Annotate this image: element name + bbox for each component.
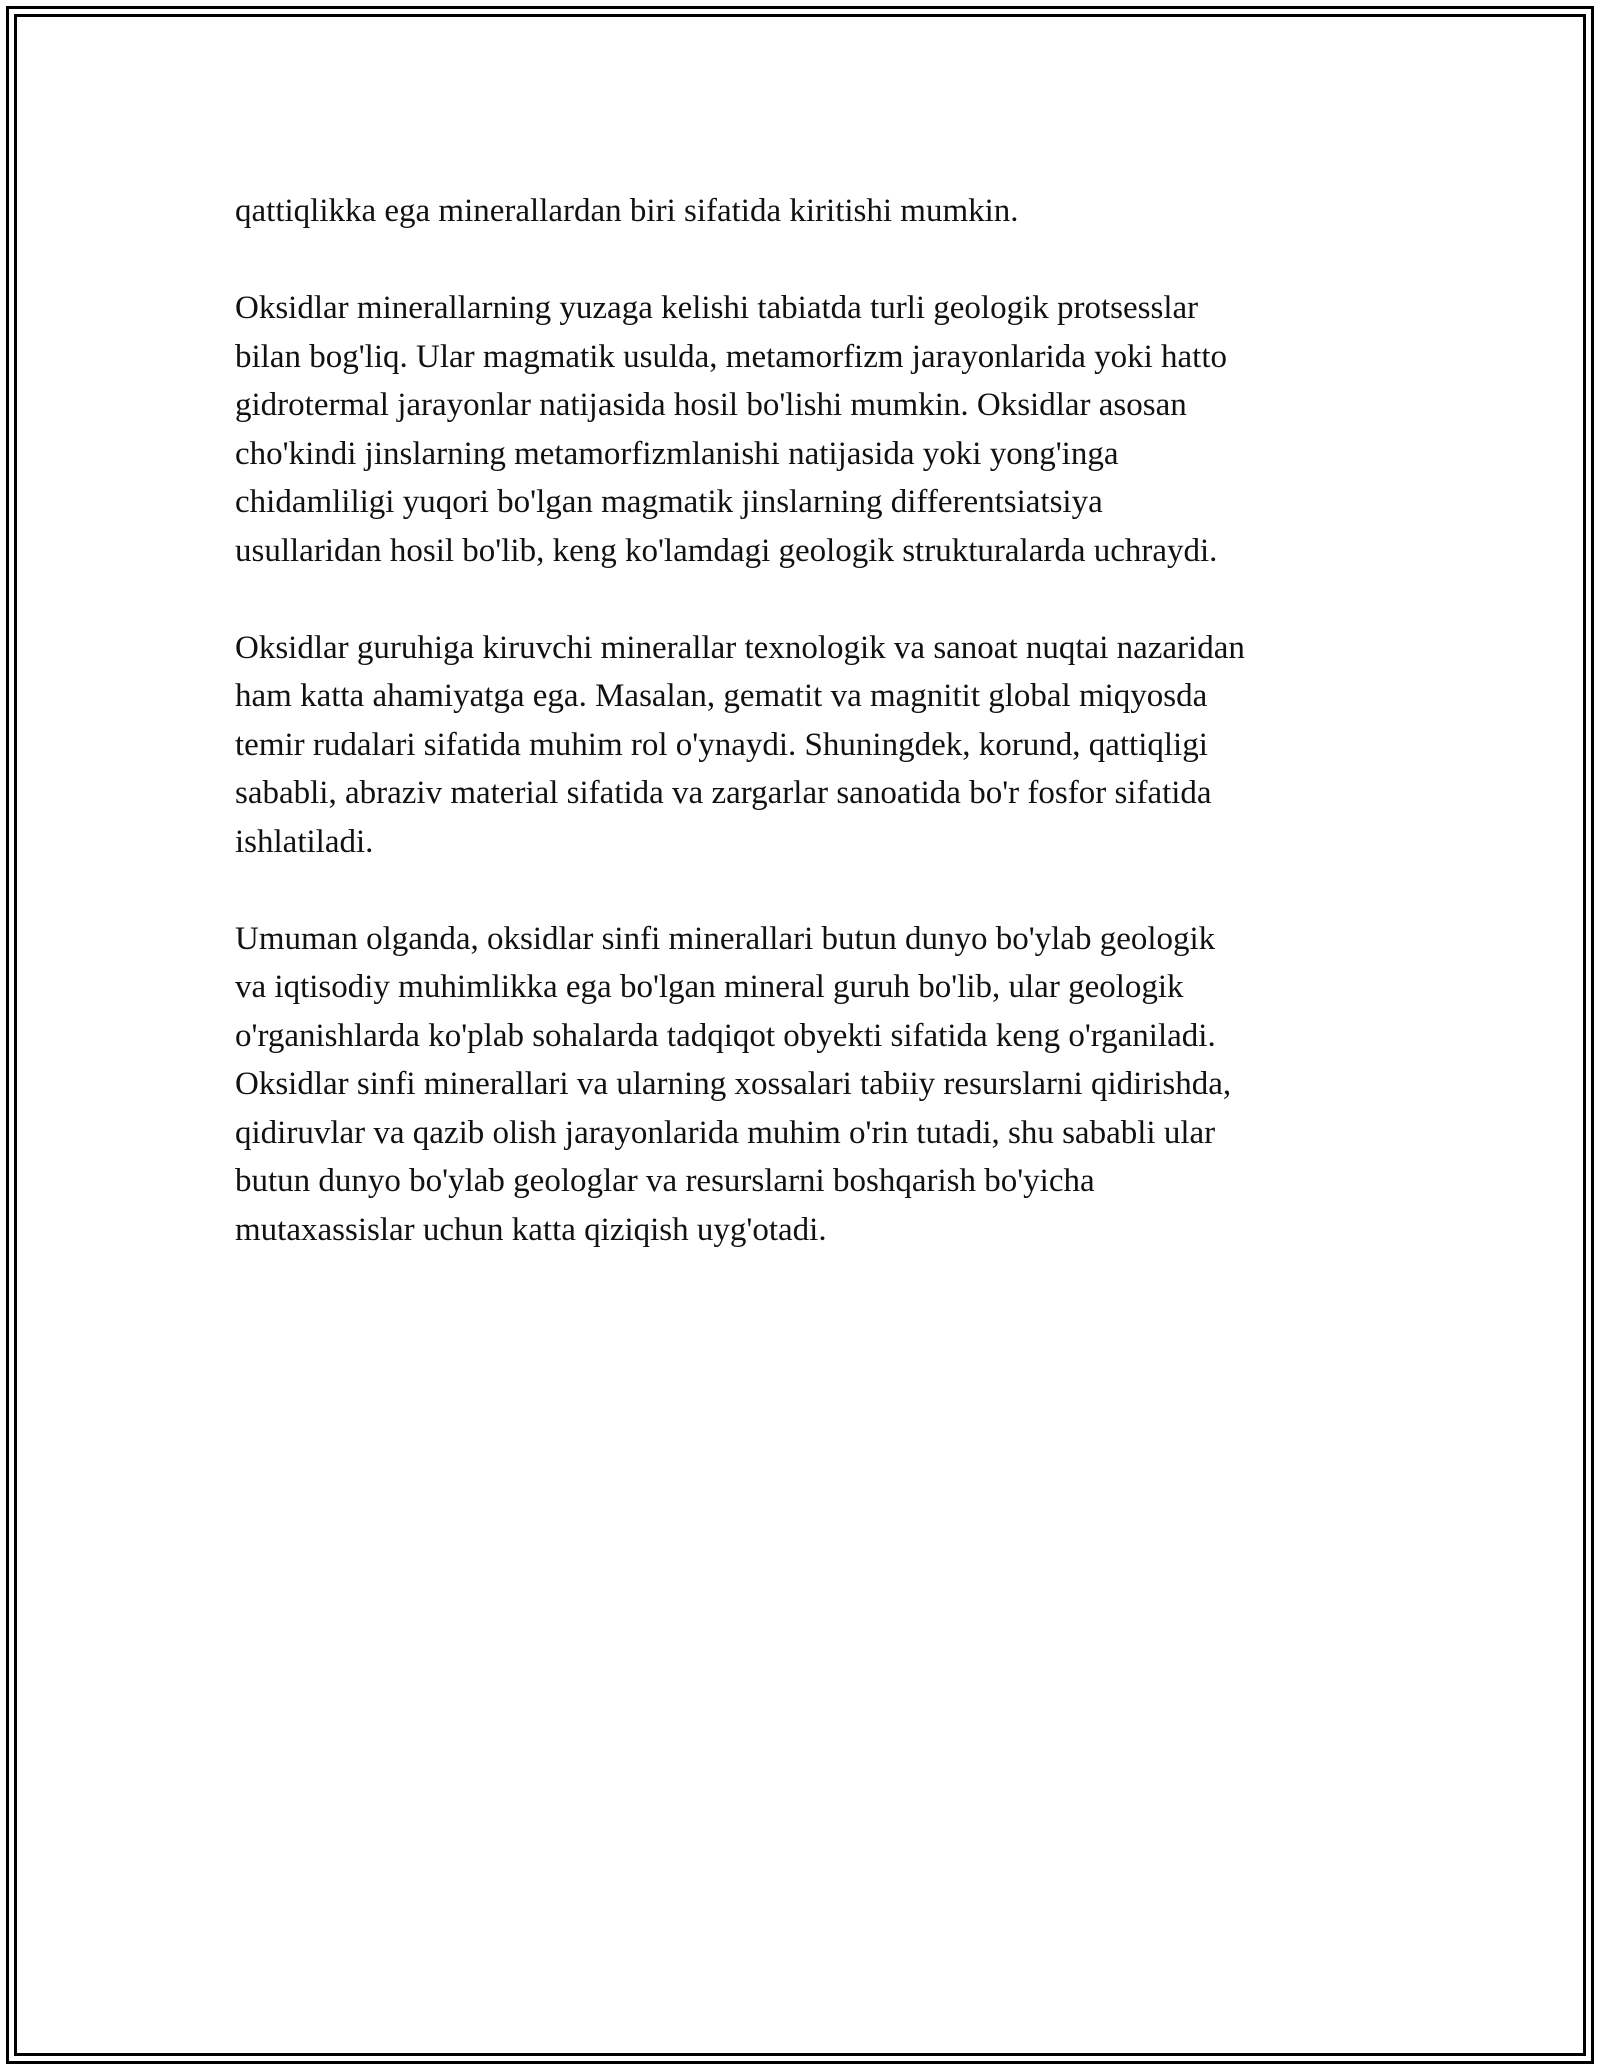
paragraph-4: Umuman olganda, oksidlar sinfi minerallari butun dunyo bo'ylab geologik va iqtisodiy muhimlikka ega bo'lgan mineral guruh bo'lib, ular geologik o'rganishlarda ko'plab sohalarda tadqiqot obyekti sifatida keng o'rganiladi. Oksidlar sinfi minerallari va ularning xossalari tabiiy resurslarni qidirishda, qidiruvlar va qazib olish jarayonlarida muhim o'rin tutadi, shu sababli ular butun dunyo bo'ylab geologlar va resurslarni boshqarish bo'yicha mutaxassislar uchun katta qiziqish uyg'otadi. — [235, 920, 1232, 1248]
document-body — [235, 187, 1375, 1254]
paragraph-2: Oksidlar minerallarning yuzaga kelishi tabiatda turli geologik protsesslar bilan bog'liq. Ular magmatik usulda, metamorfizm jarayonlarida yoki hatto gidrotermal jarayonlar natijasida hosil bo'lishi mumkin. Oksidlar asosan cho'kindi jinslarning metamorfizmlanishi natijasida yoki yong'inga chidamliligi yuqori bo'lgan magmatik jinslarning differentsiatsiya usullaridan hosil bo'lib, keng ko'lamdagi geologik strukturalarda uchraydi. — [235, 290, 1228, 569]
paragraph-1: qattiqlikka ega minerallardan biri sifatida kiritishi mumkin. — [235, 193, 1019, 229]
paragraph-3: Oksidlar guruhiga kiruvchi minerallar texnologik va sanoat nuqtai nazaridan ham katta ahamiyatga ega. Masalan, gematit va magnitit global miqyosda temir rudalari sifatida muhim rol o'ynaydi. Shuningdek, korund, qattiqligi sababli, abraziv material sifatida va zargarlar sanoatida bo'r fosfor sifatida ishlatiladi. — [235, 629, 1245, 860]
